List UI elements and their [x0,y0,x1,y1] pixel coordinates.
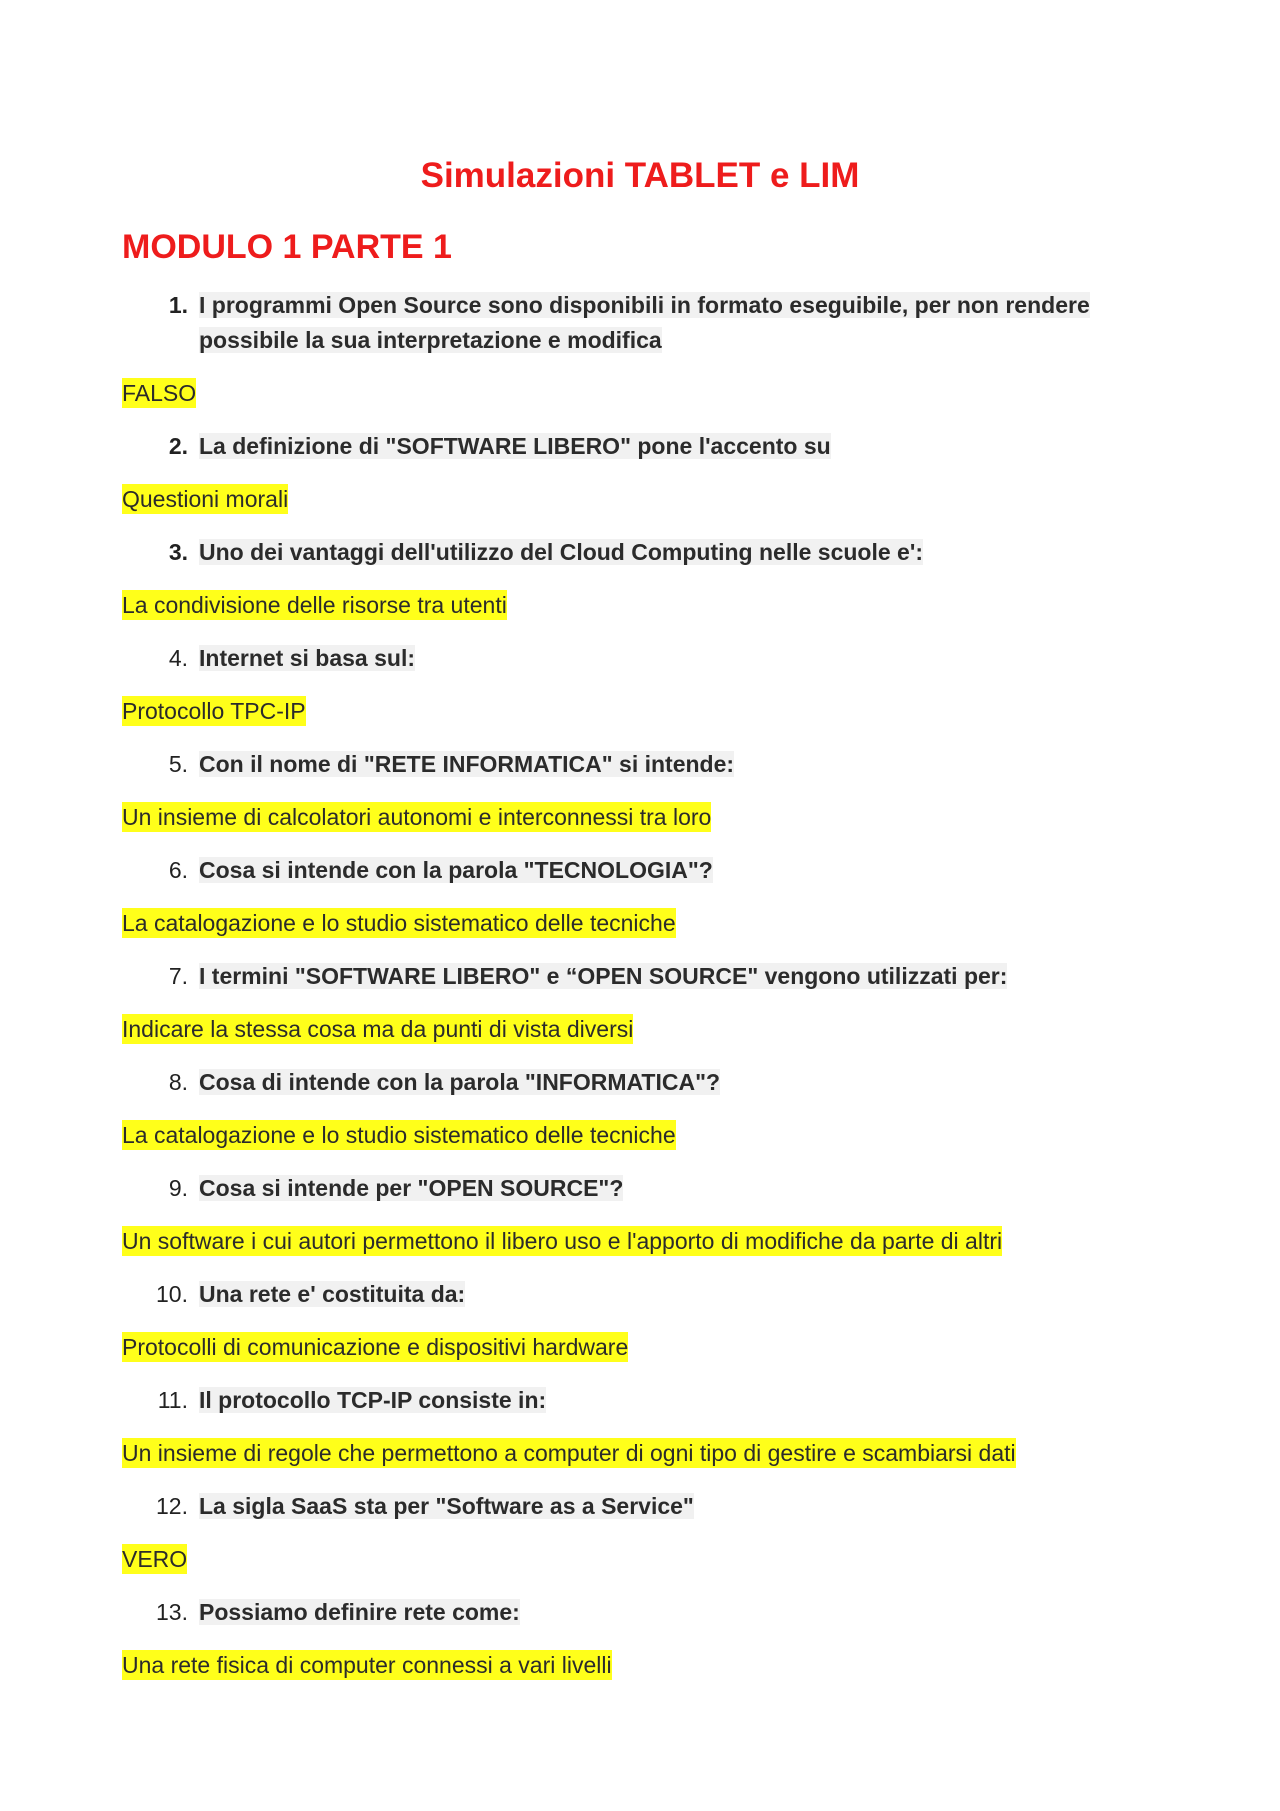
question-number: 1. [168,292,188,318]
answer-text: La condivisione delle risorse tra utenti [122,592,507,618]
question-item [122,429,1172,517]
answer-text: Una rete fisica di computer connessi a vari livelli [122,1652,612,1678]
question-item [122,1489,1172,1577]
question-number: 13. [156,1599,188,1625]
answer-text: Questioni morali [122,486,289,512]
question-number: 5. [168,751,188,777]
question-text: I programmi Open Source sono disponibili in formato eseguibile, per non rendere possibile la sua interpretazione e modifica [199,292,1090,353]
question-text: Con il nome di "RETE INFORMATICA" si intende: [199,751,735,777]
question-item [122,641,1172,729]
question-item [122,959,1172,1047]
answer-text: Un insieme di regole che permettono a computer di ogni tipo di gestire e scambiarsi dati [122,1440,1016,1466]
question-number: 4. [168,645,188,671]
answer-text: Un software i cui autori permettono il libero uso e l'apporto di modifiche da parte di altri [122,1228,1003,1254]
answer-text: La catalogazione e lo studio sistematico delle tecniche [122,1122,676,1148]
answer-text: Protocollo TPC-IP [122,698,306,724]
question-number: 11. [157,1387,188,1413]
module-heading: MODULO 1 PARTE 1 [122,228,452,266]
question-item [122,747,1172,835]
question-text: Cosa si intende per "OPEN SOURCE"? [199,1175,624,1201]
question-number: 8. [168,1069,188,1095]
question-item [122,853,1172,941]
question-item [122,1171,1172,1259]
question-number: 2. [168,433,188,459]
answer-text: Indicare la stessa cosa ma da punti di vista diversi [122,1016,634,1042]
question-text: Cosa si intende con la parola "TECNOLOGIA"? [199,857,713,883]
question-item [122,1277,1172,1365]
question-item [122,1383,1172,1471]
question-list [122,288,1172,1701]
question-text: Una rete e' costituita da: [199,1281,466,1307]
question-item [122,1065,1172,1153]
answer-text: VERO [122,1546,188,1572]
question-text: Cosa di intende con la parola "INFORMATICA"? [199,1069,721,1095]
question-text: Possiamo definire rete come: [199,1599,520,1625]
question-number: 7. [168,963,188,989]
answer-text: La catalogazione e lo studio sistematico delle tecniche [122,910,676,936]
question-number: 12. [156,1493,188,1519]
question-item [122,535,1172,623]
question-text: I termini "SOFTWARE LIBERO" e “OPEN SOURCE" vengono utilizzati per: [199,963,1008,989]
document-title: Simulazioni TABLET e LIM [420,156,860,195]
question-text: La definizione di "SOFTWARE LIBERO" pone l'accento su [199,433,831,459]
question-number: 6. [168,857,188,883]
question-text: Uno dei vantaggi dell'utilizzo del Cloud Computing nelle scuole e': [199,539,923,565]
question-item [122,288,1172,411]
question-number: 3. [168,539,188,565]
question-text: Internet si basa sul: [199,645,416,671]
question-item [122,1595,1172,1683]
answer-text: Un insieme di calcolatori autonomi e interconnessi tra loro [122,804,712,830]
answer-text: FALSO [122,380,197,406]
question-number: 9. [168,1175,188,1201]
answer-text: Protocolli di comunicazione e dispositivi hardware [122,1334,629,1360]
question-text: Il protocollo TCP-IP consiste in: [199,1387,547,1413]
question-text: La sigla SaaS sta per "Software as a Service" [199,1493,694,1519]
question-number: 10. [156,1281,188,1307]
